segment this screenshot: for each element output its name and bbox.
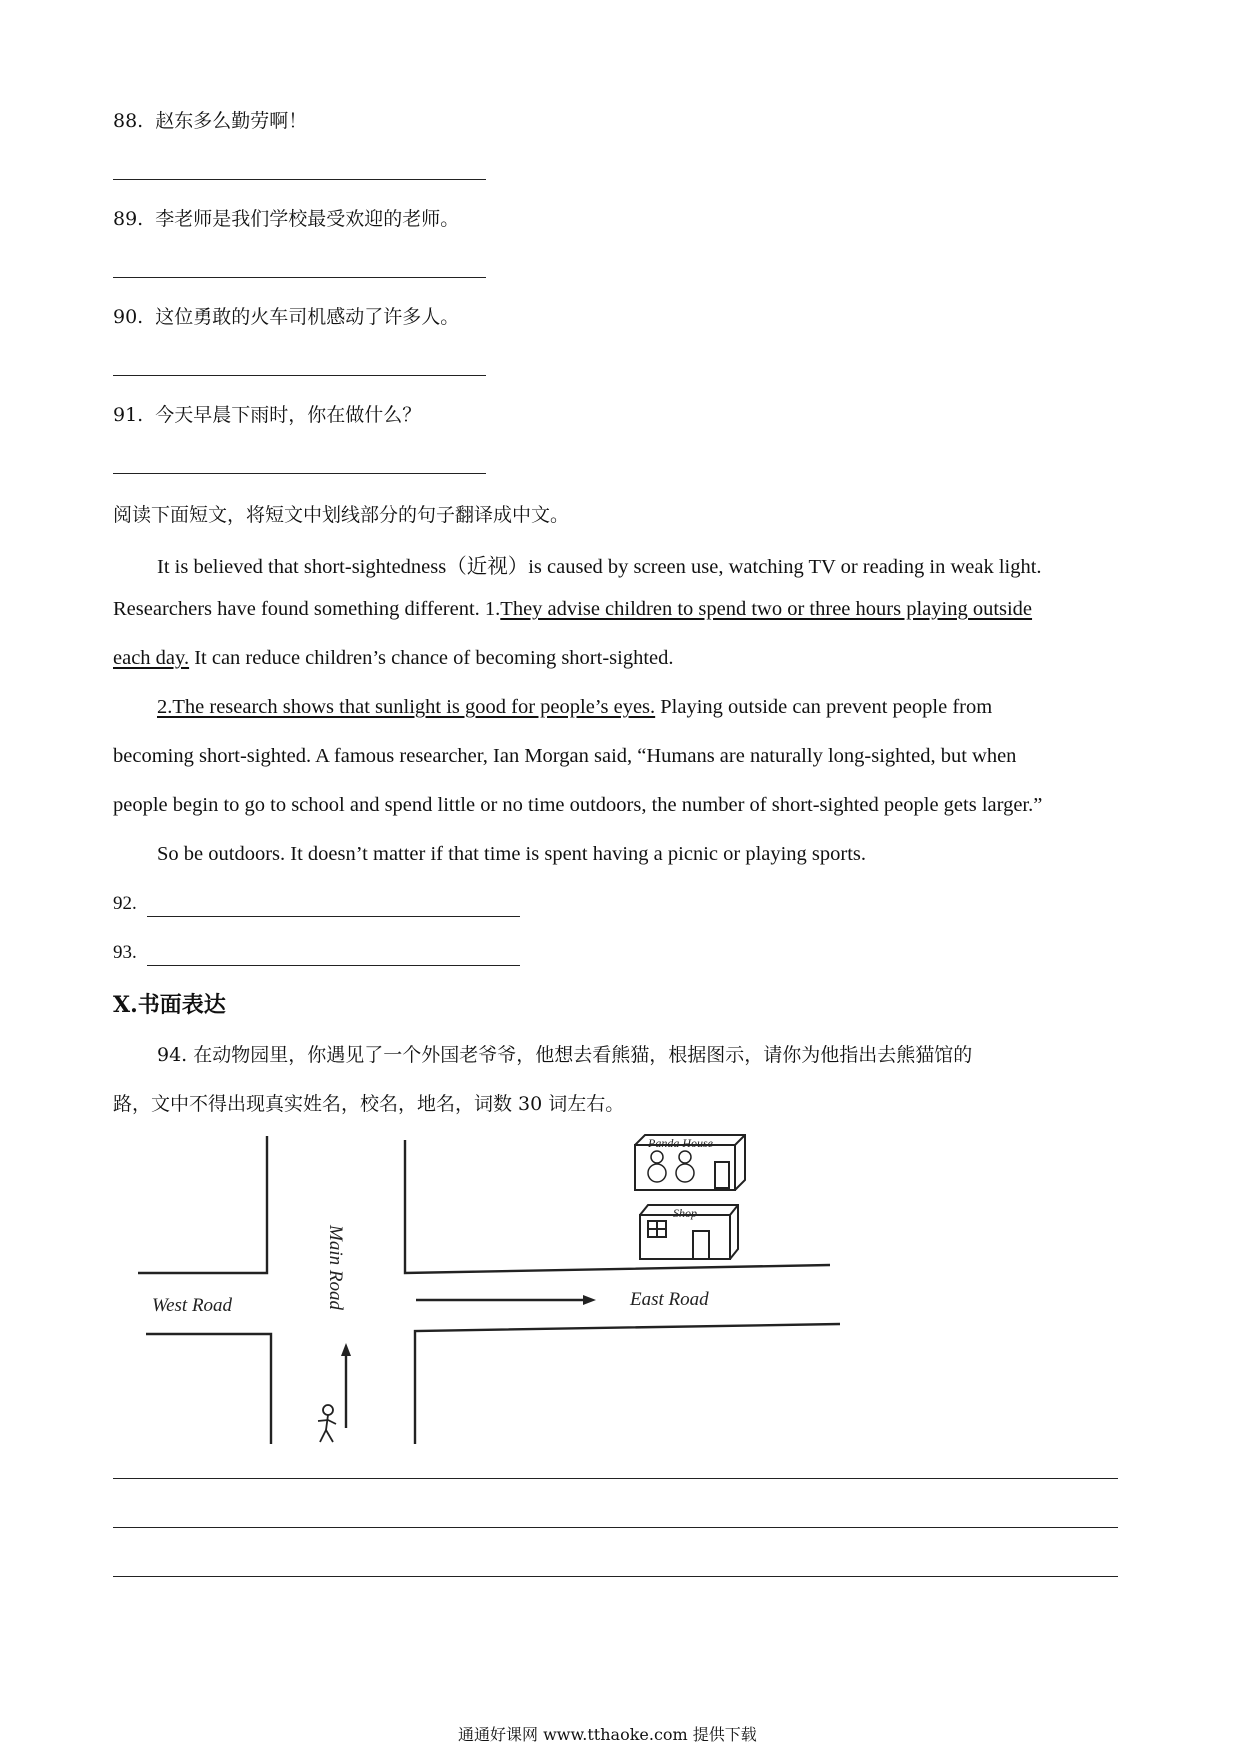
question-89 [113, 204, 459, 231]
question-94-line1: 94. 在动物园里，你遇见了一个外国老爷爷，他想去看熊猫，根据图示，请你为他指出去熊猫馆的 [157, 1044, 973, 1066]
writing-line[interactable] [113, 1527, 1118, 1528]
question-text: 李老师是我们学校最受欢迎的老师。 [155, 208, 460, 230]
answer-92: 92. [113, 893, 137, 914]
writing-line[interactable] [113, 1576, 1118, 1577]
question-90 [113, 302, 459, 329]
answer-line-93[interactable] [147, 965, 520, 966]
question-94-line2: 路，文中不得出现真实姓名，校名，地名，词数 30 词左右。 [113, 1093, 625, 1115]
section-heading: X.书面表达 [113, 992, 226, 1018]
question-text: 赵东多么勤劳啊！ [155, 110, 308, 132]
answer-line-91[interactable] [113, 473, 486, 474]
question-number: 89. [113, 208, 144, 230]
route-map [130, 1128, 850, 1458]
page-footer: 通通好课网 www.tthaoke.com 提供下载 [458, 1725, 757, 1744]
question-number: 91. [113, 404, 144, 426]
west-road-label: West Road [152, 1295, 233, 1316]
main-road-label: Main Road [325, 1225, 346, 1310]
east-road-label: East Road [630, 1289, 709, 1310]
answer-line-89[interactable] [113, 277, 486, 278]
reading-instruction: 阅读下面短文，将短文中划线部分的句子翻译成中文。 [113, 504, 570, 526]
passage-line: It is believed that short-sightedness（近视）is caused by screen use, watching TV or reading in weak light. [157, 556, 1042, 578]
answer-line-88[interactable] [113, 179, 486, 180]
question-number: 90. [113, 306, 144, 328]
writing-line[interactable] [113, 1478, 1118, 1479]
passage-line: So be outdoors. It doesn’t matter if that time is spent having a picnic or playing sports. [157, 843, 867, 865]
question-88 [113, 106, 307, 133]
question-text: 这位勇敢的火车司机感动了许多人。 [155, 306, 460, 328]
question-text: 今天早晨下雨时，你在做什么？ [155, 404, 422, 426]
answer-line-92[interactable] [147, 916, 520, 917]
passage-line: people begin to go to school and spend little or no time outdoors, the number of short-sighted people gets larger.” [113, 794, 1043, 816]
underlined-sentence-1-end: each day. [113, 647, 190, 669]
question-91 [113, 400, 421, 427]
passage-line: becoming short-sighted. A famous researcher, Ian Morgan said, “Humans are naturally long-sighted, but when [113, 745, 1017, 767]
answer-93: 93. [113, 942, 137, 963]
answer-line-90[interactable] [113, 375, 486, 376]
panda-house-label: Panda House [648, 1136, 713, 1150]
shop-label: Shop [673, 1206, 697, 1220]
passage-line: each day. It can reduce children’s chance of becoming short-sighted. [113, 647, 674, 669]
underlined-sentence-1: They advise children to spend two or three hours playing outside [500, 598, 1033, 620]
question-number: 88. [113, 110, 144, 132]
passage-line: 2.The research shows that sunlight is good for people’s eyes. Playing outside can prevent people from [157, 696, 993, 718]
person-icon [318, 1405, 336, 1442]
passage-line: Researchers have found something different. 1.They advise children to spend two or three hours playing outside [113, 598, 1033, 620]
underlined-sentence-2: 2.The research shows that sunlight is good for people’s eyes. [157, 696, 656, 718]
